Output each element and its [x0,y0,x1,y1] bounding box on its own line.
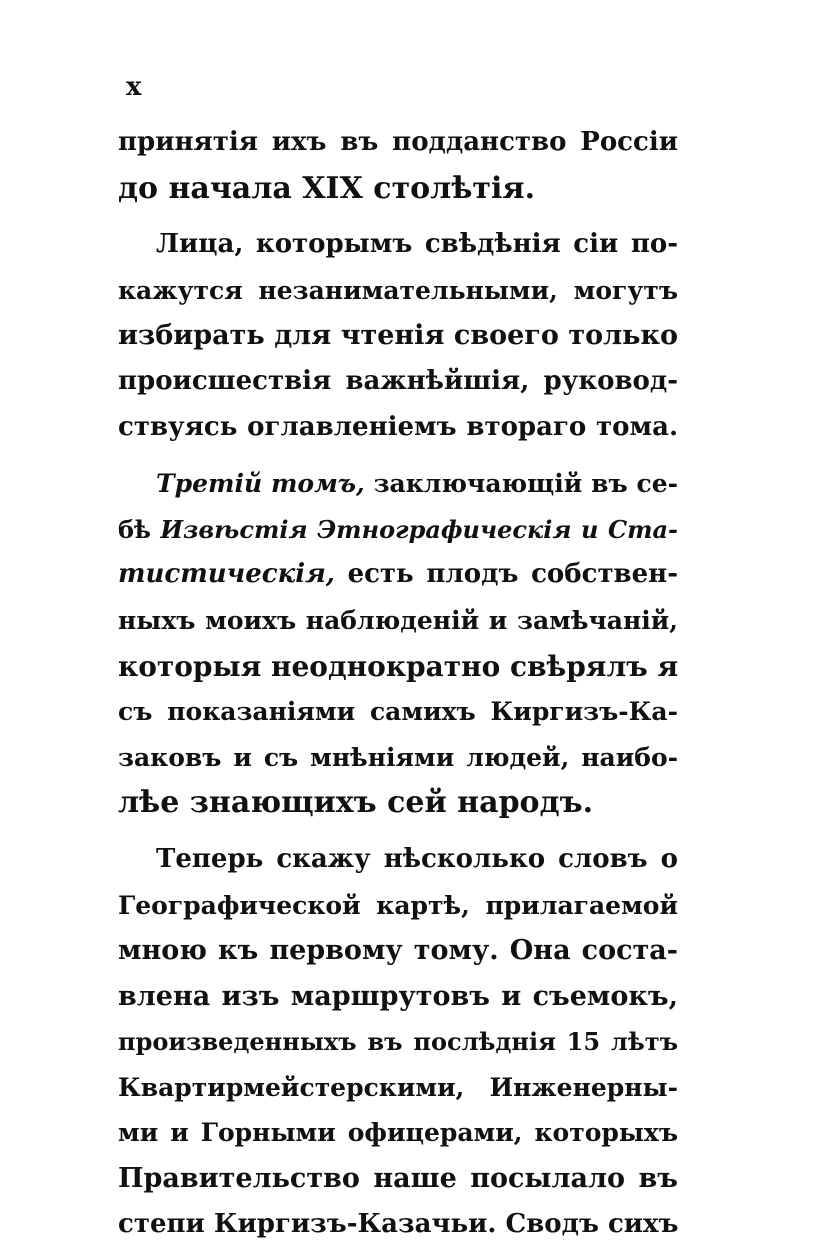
body-text [118,120,678,1247]
text-line [118,507,678,553]
text-line: лѣе знающихъ сей народъ. [118,785,594,821]
paragraph-gap [118,211,678,222]
text-fragment: бѣ [118,514,151,544]
text-line: кажутся незанимательными, могутъ [118,275,678,305]
text-line: съ показаніями самихъ Киргизъ-Ка- [118,697,678,727]
text-line: влена изъ маршрутовъ и съемокъ, [118,980,678,1012]
text-fragment: есть плодъ собствен- [347,559,678,590]
text-line: степи Киргизъ-Казачьи. Сводъ сихъ [118,1208,679,1239]
text-line: которыя неоднократно свѣрялъ я [118,649,679,683]
italic-phrase: Третій томъ, [156,469,365,499]
paragraph-gap [118,826,678,837]
text-line: Теперь скажу нѣсколько словъ о [156,843,678,874]
text-line [118,461,678,507]
text-line [118,552,678,598]
text-line: заковъ и съ мнѣніями людей, наибо- [118,742,678,772]
text-line: до начала XIX столѣтія. [118,170,536,206]
text-line: Правительство наше посылало въ [118,1163,678,1195]
text-line: Лица, которымъ свѣдѣнія сіи по- [156,229,678,260]
page-number: x [126,72,142,102]
text-line: происшествія важнѣйшія, руковод- [118,365,678,396]
paragraph-gap [118,450,678,461]
text-line: ствуясь оглавленіемъ втораго тома. [118,411,678,442]
text-line: Квартирмейстерскими, Инженерны- [118,1072,678,1102]
text-line: произведенныхъ въ послѣднія 15 лѣтъ [118,1027,678,1057]
text-line: мною къ первому тому. Она соста- [118,935,678,967]
text-line: Географической картѣ, прилагаемой [118,890,678,920]
text-line: ныхъ моихъ наблюденій и замѣчаній, [118,605,678,635]
text-fragment: заключающій въ се- [373,469,678,499]
text-line: избирать для чтенія своего только [118,320,678,352]
text-line: принятія ихъ въ подданство Россіи [118,127,678,157]
text-line: ми и Горными офицерами, которыхъ [118,1118,678,1148]
italic-phrase: Извѣстія Этнографическія и Ста- [160,514,678,544]
italic-phrase: тистическія, [118,559,335,590]
